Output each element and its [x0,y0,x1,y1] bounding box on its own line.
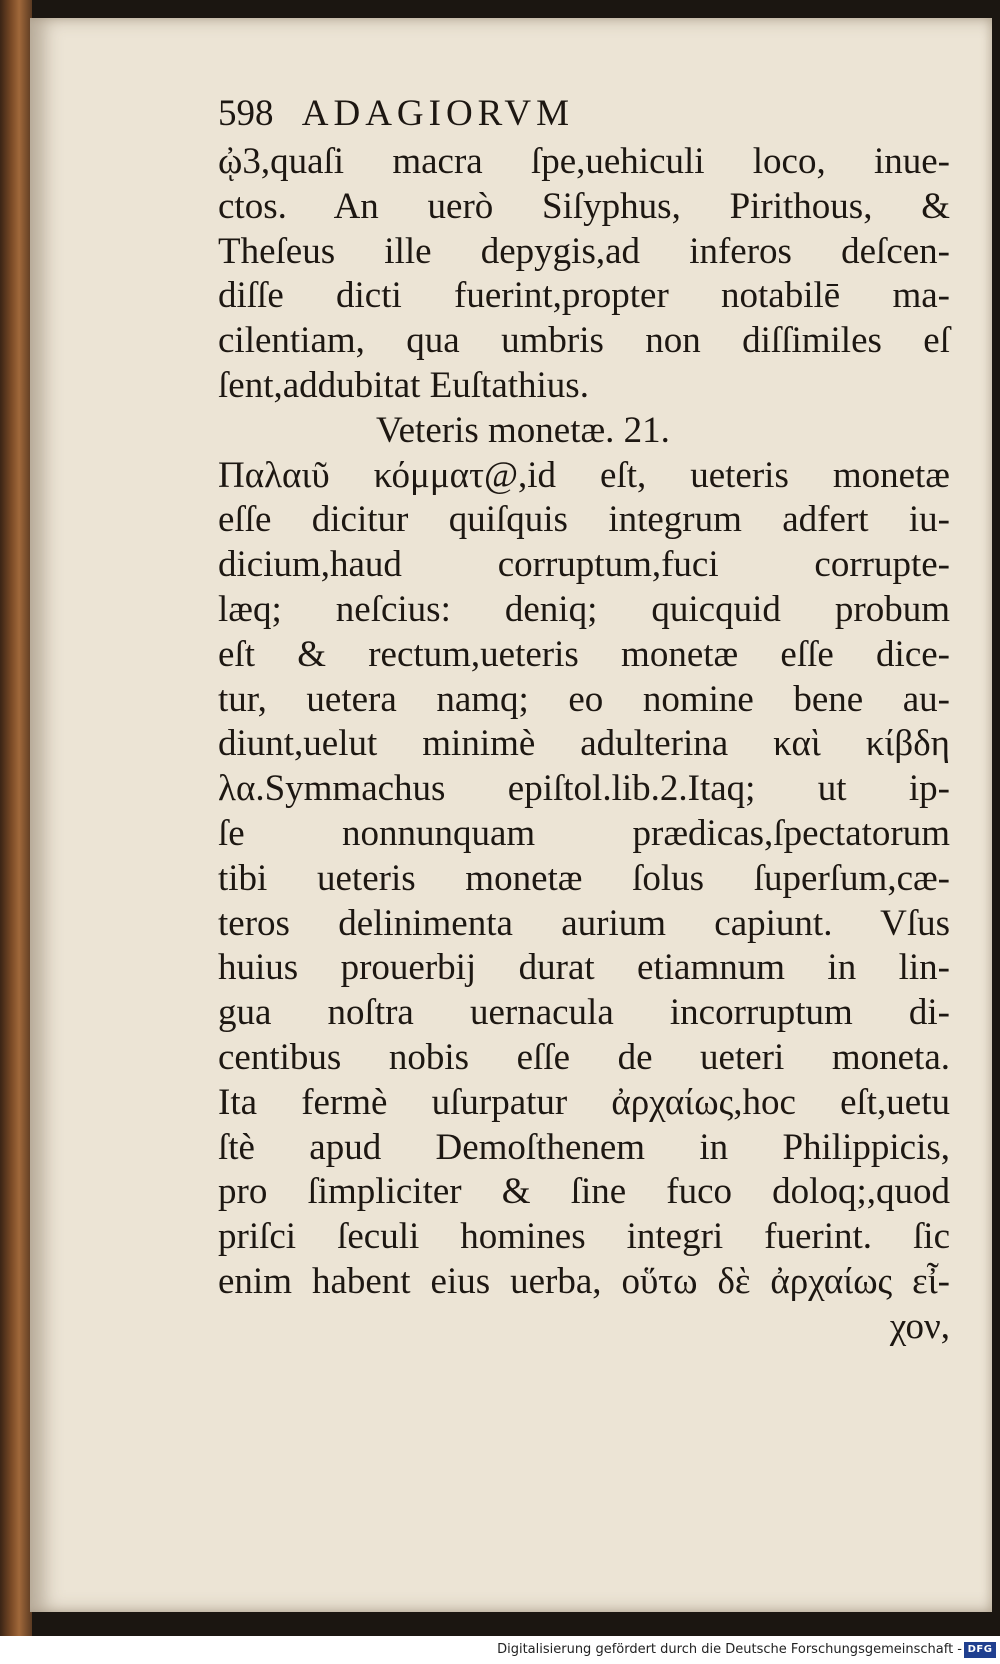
text-line: ctos. An uerò Siſyphus, Pirithous, & [218,185,950,227]
text-line: Ita fermè uſurpatur ἀρχαίως,hoc eſt,uetu [218,1081,950,1123]
text-line: priſci ſeculi homines integri fuerint. ſic [218,1216,950,1258]
text-line: ſent,addubitat Euſtathius. [218,364,589,406]
page-header [218,92,574,135]
text-line: Theſeus ille depygis,ad inferos deſcen- [218,230,950,272]
text-line: ᾠ3,quaſi macra ſpe,uehiculi loco, inue- [218,141,950,182]
section-heading: Veteris monetæ. 21. [376,409,670,451]
text-line: gua noſtra uernacula incorruptum di- [218,992,950,1034]
book-spine [0,0,32,1636]
text-line: diſſe dicti fuerint,propter notabilē ma- [218,275,950,317]
text-line: Παλαιῦ κόμματ@,id eſt, ueteris monetæ [218,454,950,496]
digitization-footer [0,1636,1000,1664]
text-line: diunt,uelut minimè adulterina καὶ κίβδη [218,723,950,765]
text-line: pro ſimpliciter & ſine fuco doloq;,quod [218,1171,950,1213]
footer-credit: Digitalisierung gefördert durch die Deutsche Forschungsgemeinschaft - [497,1642,962,1657]
text-line: læq; neſcius: deniq; quicquid probum [218,588,950,630]
text-line: enim habent eius uerba, οὕτω δὲ ἀρχαίως εἶ- [218,1260,950,1302]
running-title: ADAGIORVM [301,93,575,134]
text-line: cilentiam, qua umbris non diſſimiles eſ [218,320,950,362]
page-number: 598 [218,93,274,134]
text-line: teros delinimenta aurium capiunt. Vſus [218,902,950,944]
text-line: eſſe dicitur quiſquis integrum adfert iu- [218,499,950,541]
dfg-logo: DFG [964,1642,996,1658]
catchword: χον, [889,1305,950,1347]
text-line: tur, uetera namq; eo nomine bene au- [218,678,950,720]
text-line: ſtè apud Demoſthenem in Philippicis, [218,1126,950,1168]
text-line: λα.Symmachus epiſtol.lib.2.Itaq; ut ip- [218,768,950,810]
text-line: ſe nonnunquam prædicas,ſpectatorum [218,812,950,854]
text-line: centibus nobis eſſe de ueteri moneta. [218,1036,950,1078]
text-line: huius prouerbij durat etiamnum in lin- [218,947,950,989]
text-block [218,140,950,1350]
text-line: dicium,haud corruptum,fuci corrupte- [218,544,950,586]
text-line: eſt & rectum,ueteris monetæ eſſe dice- [218,633,950,675]
text-line: tibi ueteris monetæ ſolus ſuperſum,cæ- [218,857,950,899]
